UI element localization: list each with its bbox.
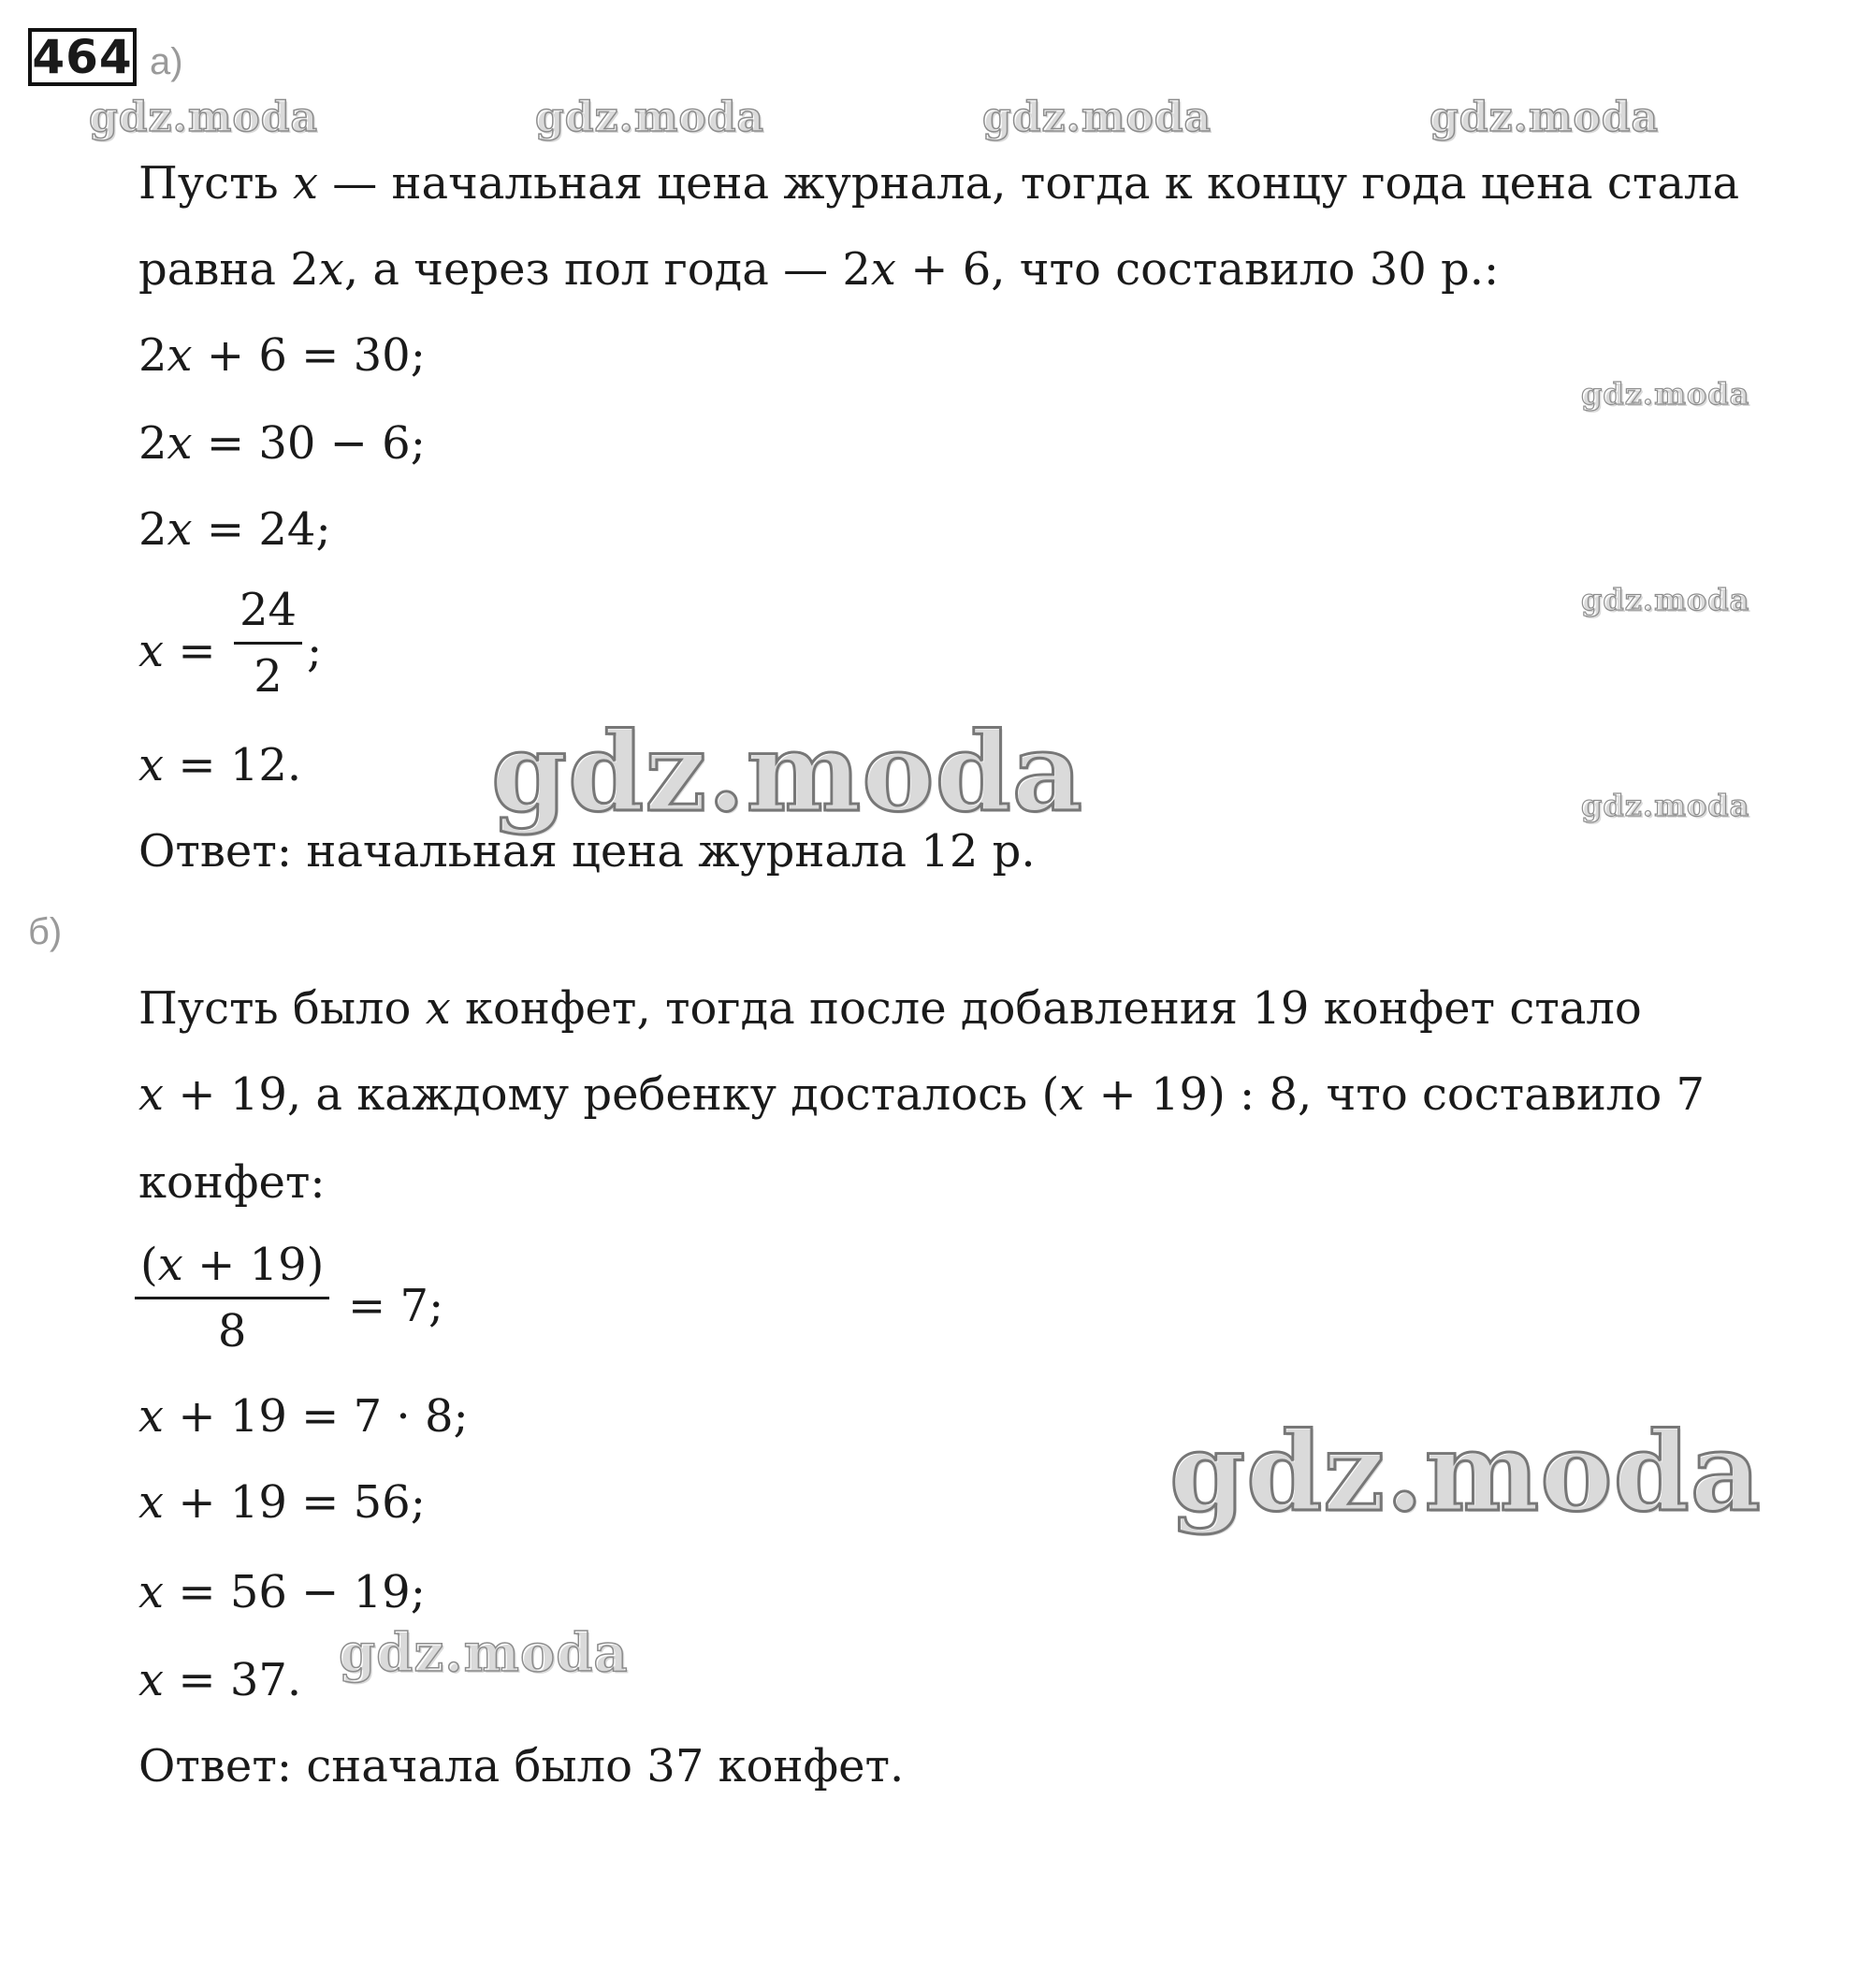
part-b-equation-1-tail: = 7; — [348, 1280, 444, 1332]
part-a-text-line-2: равна 2x, а через пол года — 2x + 6, что составило 30 р.: — [138, 243, 1500, 296]
watermark: gdz.moda — [339, 1622, 629, 1684]
watermark: gdz.moda — [1581, 788, 1750, 823]
part-b-equation-2: x + 19 = 7 · 8; — [138, 1390, 469, 1443]
part-a-equation-5: x = 12. — [138, 739, 302, 791]
part-a-equation-4-tail: ; — [307, 625, 323, 677]
part-a-equation-1: 2x + 6 = 30; — [138, 329, 426, 382]
watermark: gdz.moda — [982, 94, 1212, 141]
part-b-text-line-2: x + 19, а каждому ребенку досталось (x + 19) : 8, что составило 7 — [138, 1068, 1706, 1121]
part-a-equation-2: 2x = 30 − 6; — [138, 417, 426, 470]
part-a-fraction — [234, 582, 302, 704]
part-b-equation-3: x + 19 = 56; — [138, 1476, 426, 1529]
part-a-equation-4-lhs: x = — [138, 625, 216, 677]
part-b-equation-4: x = 56 − 19; — [138, 1566, 426, 1618]
watermark: gdz.moda — [491, 709, 1083, 836]
fraction-denominator: 8 — [217, 1305, 247, 1357]
part-b-fraction — [135, 1237, 329, 1359]
part-a-equation-3: 2x = 24; — [138, 503, 331, 556]
part-a-text-line-1: Пусть x — начальная цена журнала, тогда к концу года цена стала — [138, 157, 1740, 210]
part-a-label: а) — [150, 41, 183, 82]
problem-number: 464 — [28, 28, 137, 86]
fraction-numerator: (x + 19) — [135, 1237, 329, 1299]
part-b-label: б) — [28, 911, 63, 952]
part-b-text-line-3: конфет: — [138, 1156, 326, 1209]
part-b-equation-5: x = 37. — [138, 1654, 302, 1706]
watermark: gdz.moda — [1581, 582, 1750, 617]
part-a-answer: Ответ: начальная цена журнала 12 р. — [138, 825, 1036, 878]
fraction-numerator: 24 — [234, 582, 302, 645]
part-b-text-line-1: Пусть было x конфет, тогда после добавления 19 конфет стало — [138, 982, 1642, 1035]
watermark: gdz.moda — [1169, 1409, 1762, 1536]
part-b-answer: Ответ: сначала было 37 конфет. — [138, 1740, 905, 1792]
watermark: gdz.moda — [1430, 94, 1660, 141]
watermark: gdz.moda — [535, 94, 765, 141]
watermark: gdz.moda — [89, 94, 319, 141]
watermark: gdz.moda — [1581, 376, 1750, 412]
fraction-denominator: 2 — [254, 650, 283, 703]
